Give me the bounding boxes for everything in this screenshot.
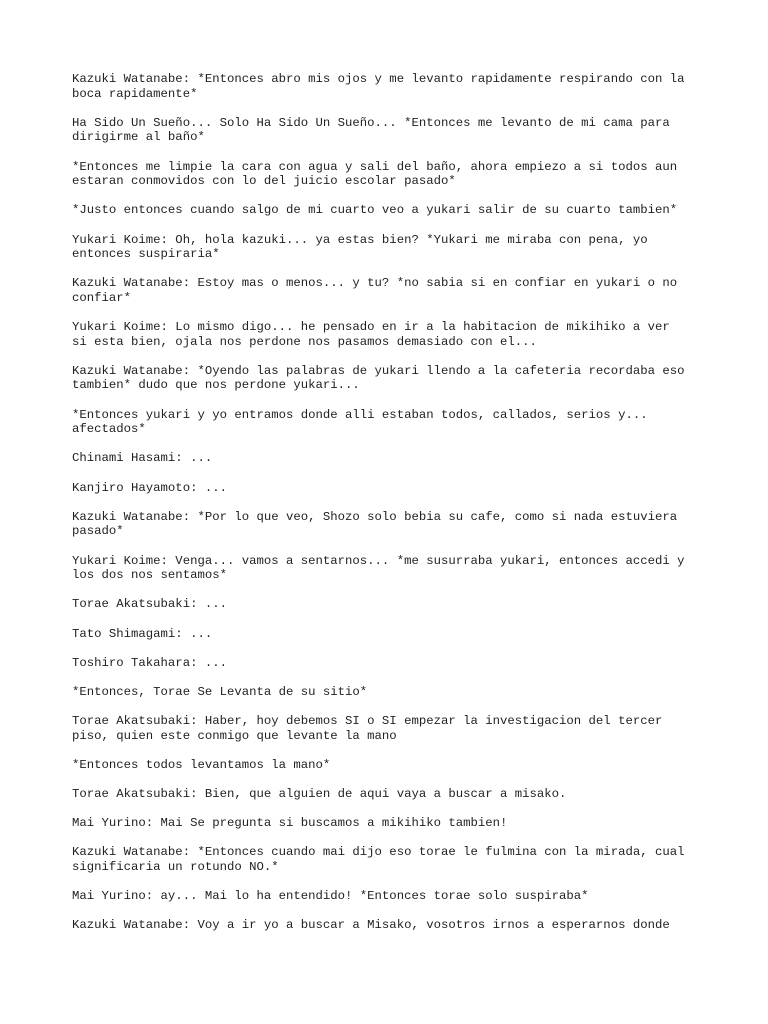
paragraph: Kazuki Watanabe: *Por lo que veo, Shozo solo bebia su cafe, como si nada estuviera pasado* (72, 509, 678, 539)
document-page (72, 72, 712, 948)
paragraph: Kazuki Watanabe: Voy a ir yo a buscar a Misako, vosotros irnos a esperarnos donde (72, 918, 670, 933)
paragraph: *Justo entonces cuando salgo de mi cuarto veo a yukari salir de su cuarto tambien* (72, 203, 678, 218)
paragraph: Kanjiro Hayamoto: ... (72, 480, 227, 495)
paragraph: Torae Akatsubaki: ... (72, 597, 227, 612)
paragraph: *Entonces todos levantamos la mano* (72, 757, 331, 772)
paragraph: Yukari Koime: Lo mismo digo... he pensado en ir a la habitacion de mikihiko a ver si esta bien, ojala nos perdone nos pasamos demasiado con el... (72, 320, 670, 349)
paragraph: *Entonces, Torae Se Levanta de su sitio* (72, 684, 368, 699)
paragraph: Toshiro Takahara: ... (72, 655, 227, 670)
paragraph: Kazuki Watanabe: *Entonces abro mis ojos y me levanto rapidamente respirando con la boca rapidamente* (72, 72, 685, 101)
paragraph: Kazuki Watanabe: *Entonces cuando mai dijo eso torae le fulmina con la mirada, cual significaria un rotundo NO.* (72, 845, 685, 875)
paragraph: Torae Akatsubaki: Haber, hoy debemos SI o SI empezar la investigacion del tercer piso, quien este conmigo que levante la mano (72, 714, 663, 743)
paragraph: Mai Yurino: ay... Mai lo ha entendido! *Entonces torae solo suspiraba* (72, 889, 589, 904)
paragraph: *Entonces me limpie la cara con agua y sali del baño, ahora empiezo a si todos aun estaran conmovidos con lo del juicio escolar pasado* (72, 159, 678, 189)
paragraph: *Entonces yukari y yo entramos donde alli estaban todos, callados, serios y... afectados* (72, 407, 648, 437)
paragraph: Mai Yurino: Mai Se pregunta si buscamos a mikihiko tambien! (72, 816, 508, 831)
paragraph: Chinami Hasami: ... (72, 451, 213, 466)
paragraph: Torae Akatsubaki: Bien, que alguien de aqui vaya a buscar a misako. (72, 787, 567, 802)
paragraph: Kazuki Watanabe: *Oyendo las palabras de yukari llendo a la cafeteria recordaba eso tambien* dudo que nos perdone yukari... (72, 363, 685, 393)
paragraph: Ha Sido Un Sueño... Solo Ha Sido Un Sueño... *Entonces me levanto de mi cama para dirigirme al baño* (72, 115, 670, 145)
paragraph: Yukari Koime: Venga... vamos a sentarnos... *me susurraba yukari, entonces accedi y los dos nos sentamos* (72, 553, 685, 583)
paragraph: Tato Shimagami: ... (72, 626, 213, 641)
paragraph: Kazuki Watanabe: Estoy mas o menos... y tu? *no sabia si en confiar en yukari o no confiar* (72, 276, 678, 305)
paragraph: Yukari Koime: Oh, hola kazuki... ya estas bien? *Yukari me miraba con pena, yo entonces suspiraria* (72, 232, 648, 262)
